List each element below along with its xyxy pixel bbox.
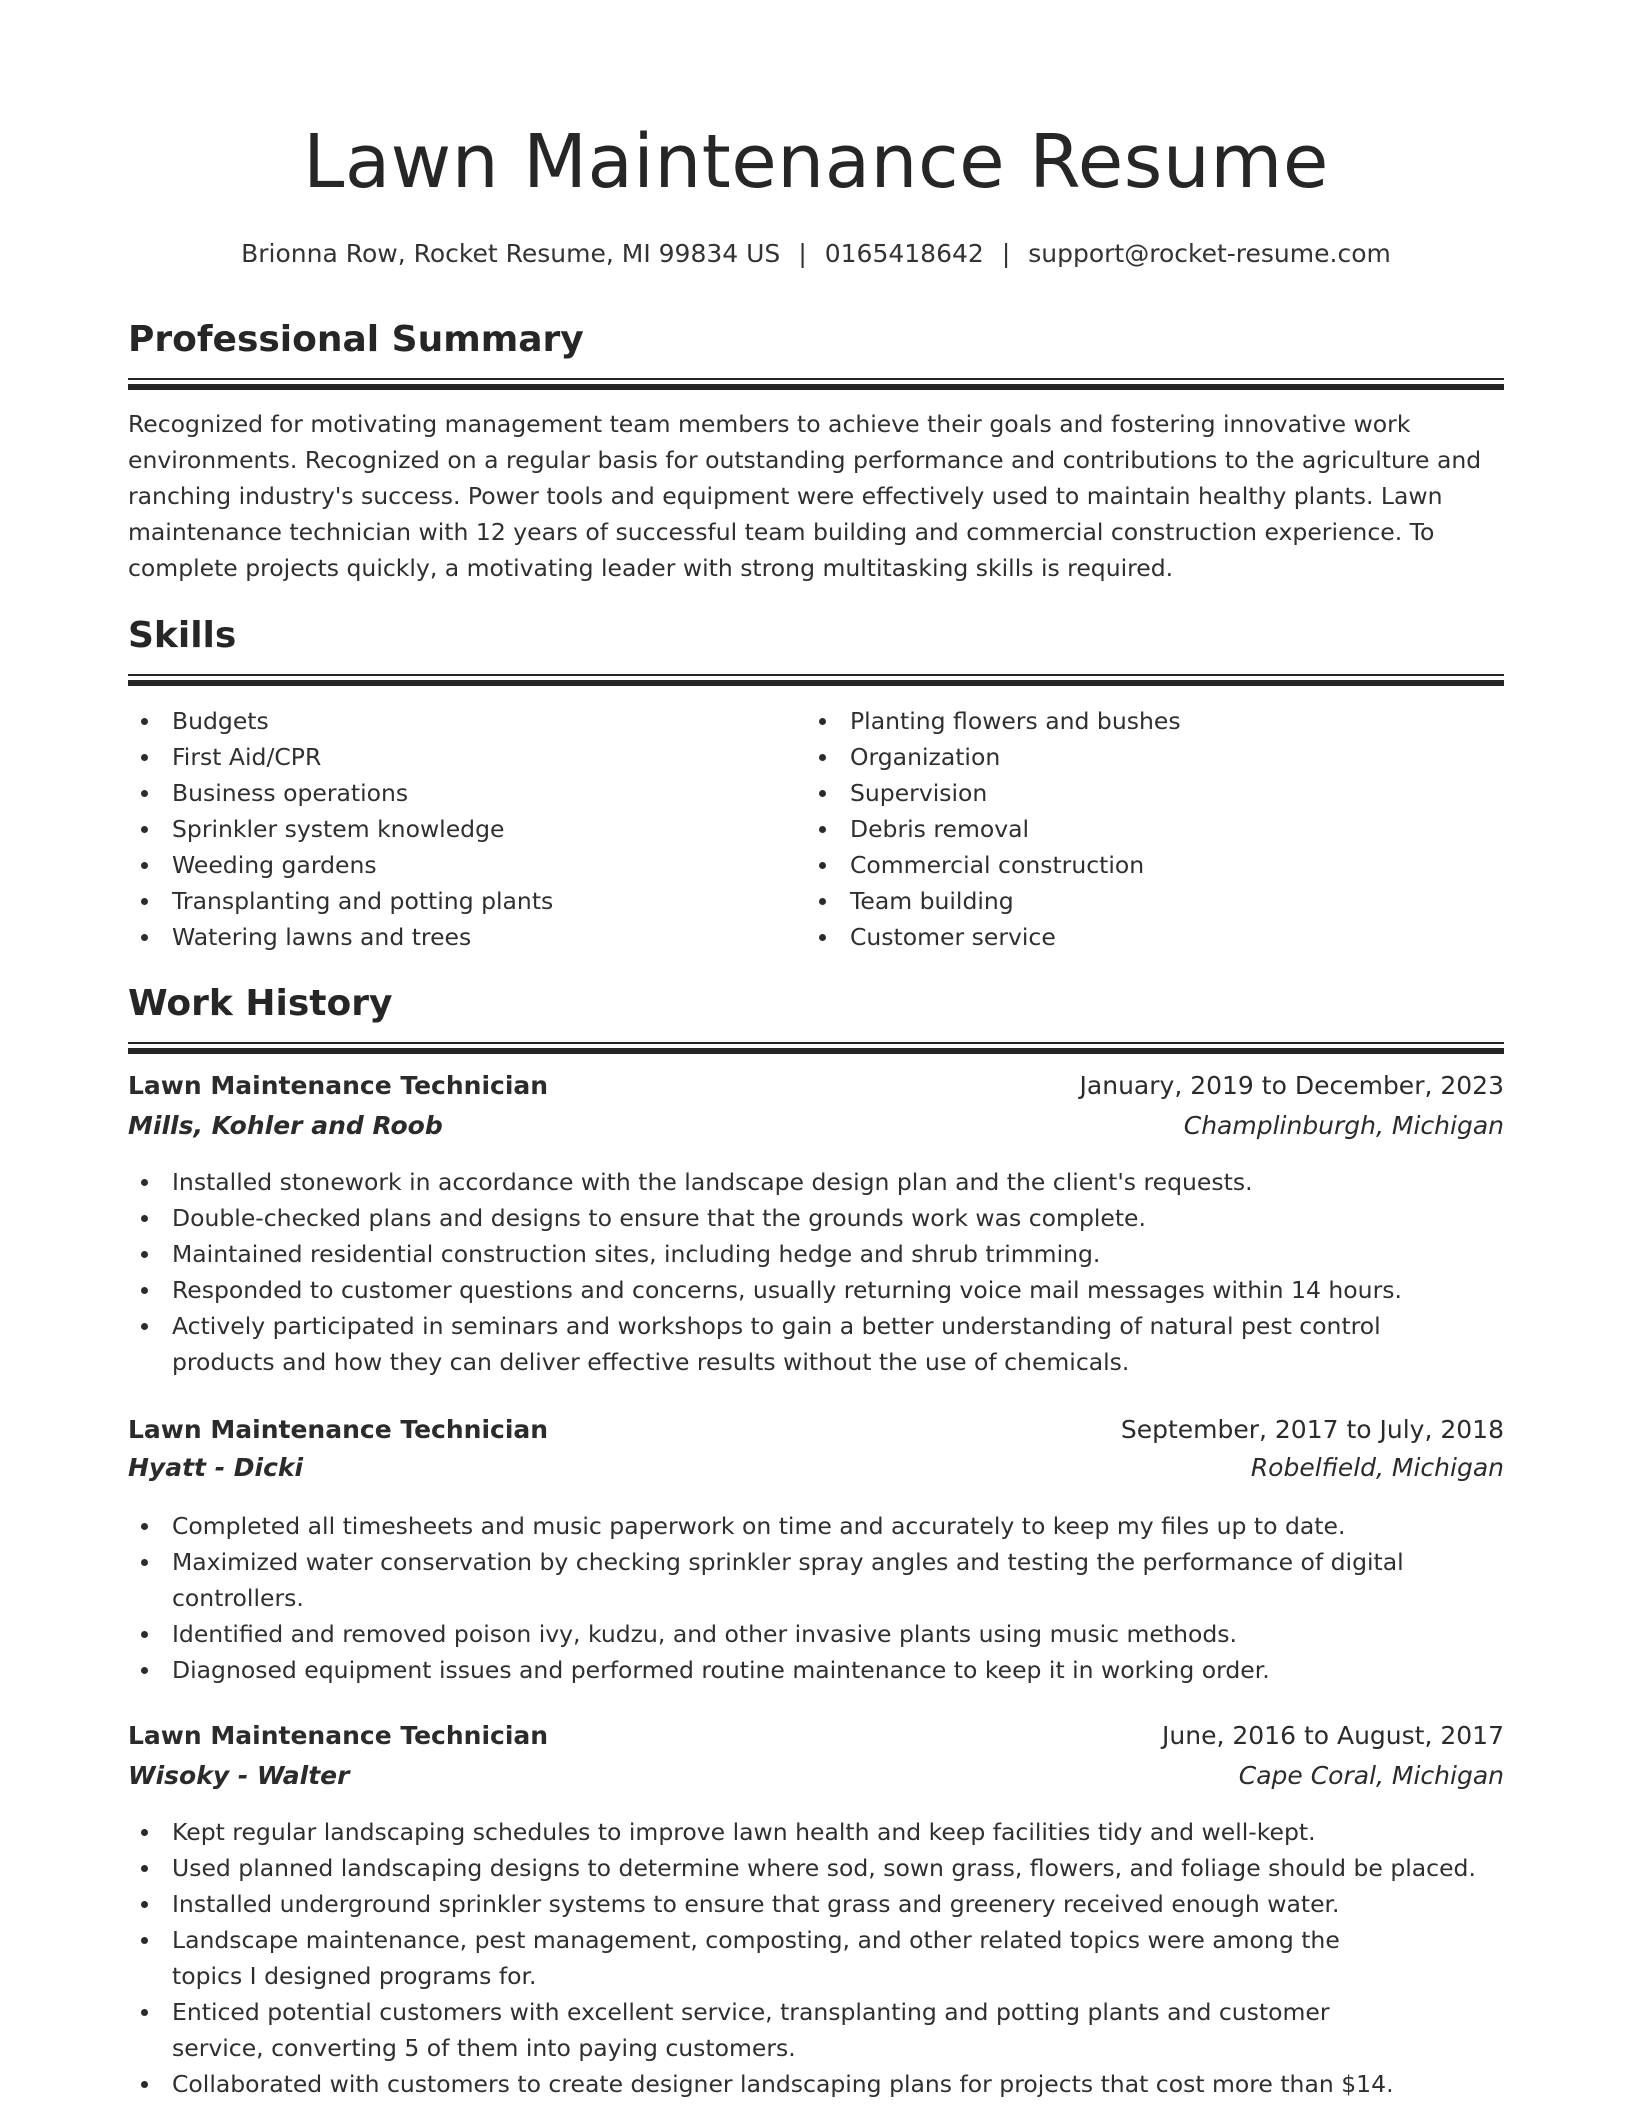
job-bullet: Maximized water conservation by checking sprinkler spray angles and testing the performance of digital controllers. (128, 1544, 1504, 1616)
job-location: Robelfield, Michigan (1250, 1453, 1504, 1482)
section-divider (128, 1042, 1504, 1054)
job-bullet: Landscape maintenance, pest management, composting, and other related topics were among the topics I designed programs for. (128, 1922, 1504, 1994)
skill-item: Customer service (806, 919, 1504, 955)
job-dates: September, 2017 to July, 2018 (1120, 1415, 1504, 1444)
skills-list-left (128, 703, 798, 955)
skill-item: Budgets (128, 703, 798, 739)
job-location: Cape Coral, Michigan (1238, 1761, 1504, 1790)
job-title: Lawn Maintenance Technician (128, 1071, 549, 1100)
skills-heading: Skills (128, 615, 237, 656)
skill-item: Business operations (128, 775, 798, 811)
job-location: Champlinburgh, Michigan (1183, 1111, 1504, 1140)
job-company: Hyatt - Dicki (128, 1453, 304, 1482)
contact-email: support@rocket-resume.com (1028, 239, 1391, 268)
job-bullet-list (128, 1814, 1504, 2102)
skill-item: Weeding gardens (128, 847, 798, 883)
skill-item: Commercial construction (806, 847, 1504, 883)
job-dates: January, 2019 to December, 2023 (1079, 1071, 1504, 1100)
job-header-row (128, 1721, 1504, 1757)
skill-item: Debris removal (806, 811, 1504, 847)
job-bullet: Used planned landscaping designs to determine where sod, sown grass, flowers, and foliage should be placed. (128, 1850, 1504, 1886)
job-bullet: Responded to customer questions and concerns, usually returning voice mail messages within 14 hours. (128, 1272, 1504, 1308)
job-company-row (128, 1111, 1504, 1147)
job-header-row (128, 1415, 1504, 1451)
skill-item: Watering lawns and trees (128, 919, 798, 955)
contact-address: Brionna Row, Rocket Resume, MI 99834 US (241, 239, 781, 268)
job-bullet: Identified and removed poison ivy, kudzu, and other invasive plants using music methods. (128, 1616, 1504, 1652)
job-dates: June, 2016 to August, 2017 (1162, 1721, 1504, 1750)
contact-phone: 0165418642 (824, 239, 984, 268)
skill-item: Team building (806, 883, 1504, 919)
section-divider (128, 674, 1504, 686)
resume-title: Lawn Maintenance Resume (303, 119, 1329, 205)
skill-item: First Aid/CPR (128, 739, 798, 775)
job-bullet-list (128, 1508, 1504, 1688)
skill-item: Planting flowers and bushes (806, 703, 1504, 739)
skills-list-right (806, 703, 1504, 955)
job-company-row (128, 1453, 1504, 1489)
job-bullet: Double-checked plans and designs to ensure that the grounds work was complete. (128, 1200, 1504, 1236)
job-bullet: Enticed potential customers with excellent service, transplanting and potting plants and customer service, converting 5 of them into paying customers. (128, 1994, 1504, 2066)
job-bullet: Installed stonework in accordance with the landscape design plan and the client's requests. (128, 1164, 1504, 1200)
job-bullet-list (128, 1164, 1504, 1380)
job-company: Mills, Kohler and Roob (128, 1111, 443, 1140)
skill-item: Supervision (806, 775, 1504, 811)
job-header-row (128, 1071, 1504, 1107)
job-bullet: Completed all timesheets and music paperwork on time and accurately to keep my files up to date. (128, 1508, 1504, 1544)
job-bullet: Collaborated with customers to create designer landscaping plans for projects that cost more than $14. (128, 2066, 1504, 2102)
job-title: Lawn Maintenance Technician (128, 1415, 549, 1444)
section-divider (128, 378, 1504, 390)
job-company-row (128, 1761, 1504, 1797)
job-bullet: Installed underground sprinkler systems to ensure that grass and greenery received enough water. (128, 1886, 1504, 1922)
skill-item: Sprinkler system knowledge (128, 811, 798, 847)
skill-item: Transplanting and potting plants (128, 883, 798, 919)
job-bullet: Diagnosed equipment issues and performed routine maintenance to keep it in working order. (128, 1652, 1504, 1688)
contact-separator: | (1001, 239, 1011, 268)
summary-text: Recognized for motivating management team members to achieve their goals and fostering innovative work environments. Recognized on a regular basis for outstanding performance and contributions to the agriculture and ranching industry's success. Power tools and equipment were effectively used to maintain healthy plants. Lawn maintenance technician with 12 years of successful team building and commercial construction experience. To complete projects quickly, a motivating leader with strong multitasking skills is required. (128, 410, 1482, 582)
contact-separator: | (798, 239, 807, 268)
job-bullet: Maintained residential construction sites, including hedge and shrub trimming. (128, 1236, 1504, 1272)
contact-line (128, 239, 1504, 269)
skill-item: Organization (806, 739, 1504, 775)
work-history-heading: Work History (128, 983, 393, 1024)
job-title: Lawn Maintenance Technician (128, 1721, 549, 1750)
job-bullet: Kept regular landscaping schedules to improve lawn health and keep facilities tidy and well-kept. (128, 1814, 1504, 1850)
job-bullet: Actively participated in seminars and workshops to gain a better understanding of natural pest control products and how they can deliver effective results without the use of chemicals. (128, 1308, 1504, 1380)
job-company: Wisoky - Walter (128, 1761, 350, 1790)
summary-heading: Professional Summary (128, 319, 584, 360)
